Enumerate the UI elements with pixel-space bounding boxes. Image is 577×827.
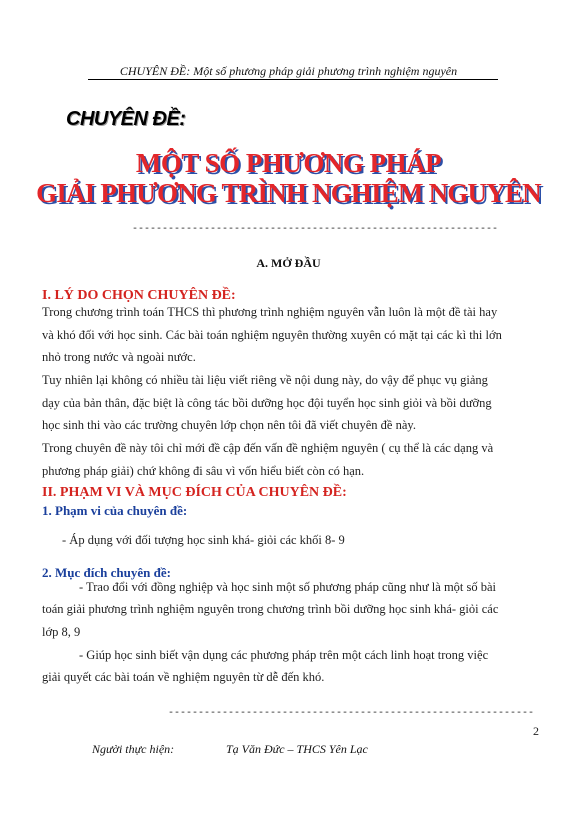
- running-header-underline: [88, 79, 498, 80]
- section-2-sub1-heading: 1. Phạm vi của chuyên đề:: [42, 503, 188, 518]
- section-2-sub2-heading: 2. Mục đích chuyên đề:: [42, 565, 171, 580]
- section-2-sub2-line: lớp 8, 9: [42, 625, 81, 639]
- footer-author-label: Người thực hiện:: [92, 742, 175, 756]
- main-title-line-1: MỘT SỐ PHƯƠNG PHÁP: [135, 148, 442, 178]
- section-1-line: dạy của bản thân, đặc biệt là công tác bồi dưỡng học đội tuyển học sinh giỏi và bồi dưỡng: [42, 396, 492, 410]
- section-1-line: Trong chương trình toán THCS thì phương trình nghiệm nguyên vẫn luôn là một đề tài hay: [42, 305, 498, 319]
- section-2-heading: II. PHẠM VI VÀ MỤC ĐÍCH CỦA CHUYÊN ĐỀ:: [42, 485, 347, 500]
- main-title-line-2: GIẢI PHƯƠNG TRÌNH NGHIỆM NGUYÊN: [36, 178, 541, 208]
- running-header: [0, 64, 577, 79]
- section-1-line: nhỏ trong nước và ngoài nước.: [42, 350, 196, 364]
- section-1-line: học sinh thi vào các trường chuyên lớp chọn nên tôi đã viết chuyên đề này.: [42, 418, 416, 432]
- section-1-line: Trong chuyên đề này tôi chỉ mới đề cập đến vấn đề nghiệm nguyên ( cụ thể là các dạng và: [42, 441, 494, 455]
- section-a-heading: A. MỞ ĐẦU: [256, 256, 321, 270]
- section-1-heading: I. LÝ DO CHỌN CHUYÊN ĐỀ:: [42, 288, 236, 303]
- section-2-sub2-line: toán giải phương trình nghiệm nguyên trong chương trình bồi dưỡng học sinh khá- giỏi các: [42, 602, 499, 616]
- separator-bottom: -------------------------------------------------------------: [168, 708, 535, 719]
- footer-author-name: Tạ Văn Đức – THCS Yên Lạc: [226, 742, 368, 756]
- section-1-line: Tuy nhiên lại không có nhiều tài liệu viết riêng về nội dung này, do vậy để phục vụ giảng: [42, 373, 488, 387]
- section-1-line: và khó đối với học sinh. Các bài toán nghiệm nguyên thường xuyên có mặt tại các kì thi lớn: [42, 328, 502, 342]
- running-header-text: CHUYÊN ĐỀ: Một số phương pháp giải phương trình nghiệm nguyên: [119, 64, 458, 78]
- section-2-sub2-line: giải quyết các bài toán về nghiệm nguyên từ dễ đến khó.: [42, 670, 325, 684]
- section-2-sub2-line: - Giúp học sinh biết vận dụng các phương pháp trên một cách linh hoạt trong việc: [79, 648, 489, 662]
- section-2-sub1-line: - Áp dụng với đối tượng học sinh khá- giỏi các khối 8- 9: [62, 533, 345, 547]
- section-1-line: phương pháp giải) chứ không đi sâu vì vốn hiểu biết còn có hạn.: [42, 464, 365, 478]
- chuyen-de-label: CHUYÊN ĐỀ:: [66, 108, 186, 130]
- section-2-sub2-line: - Trao đổi với đồng nghiệp và học sinh một số phương pháp cũng như là một số bài: [79, 580, 497, 594]
- page-number: 2: [533, 724, 539, 738]
- separator-top: -------------------------------------------------------------: [132, 224, 499, 235]
